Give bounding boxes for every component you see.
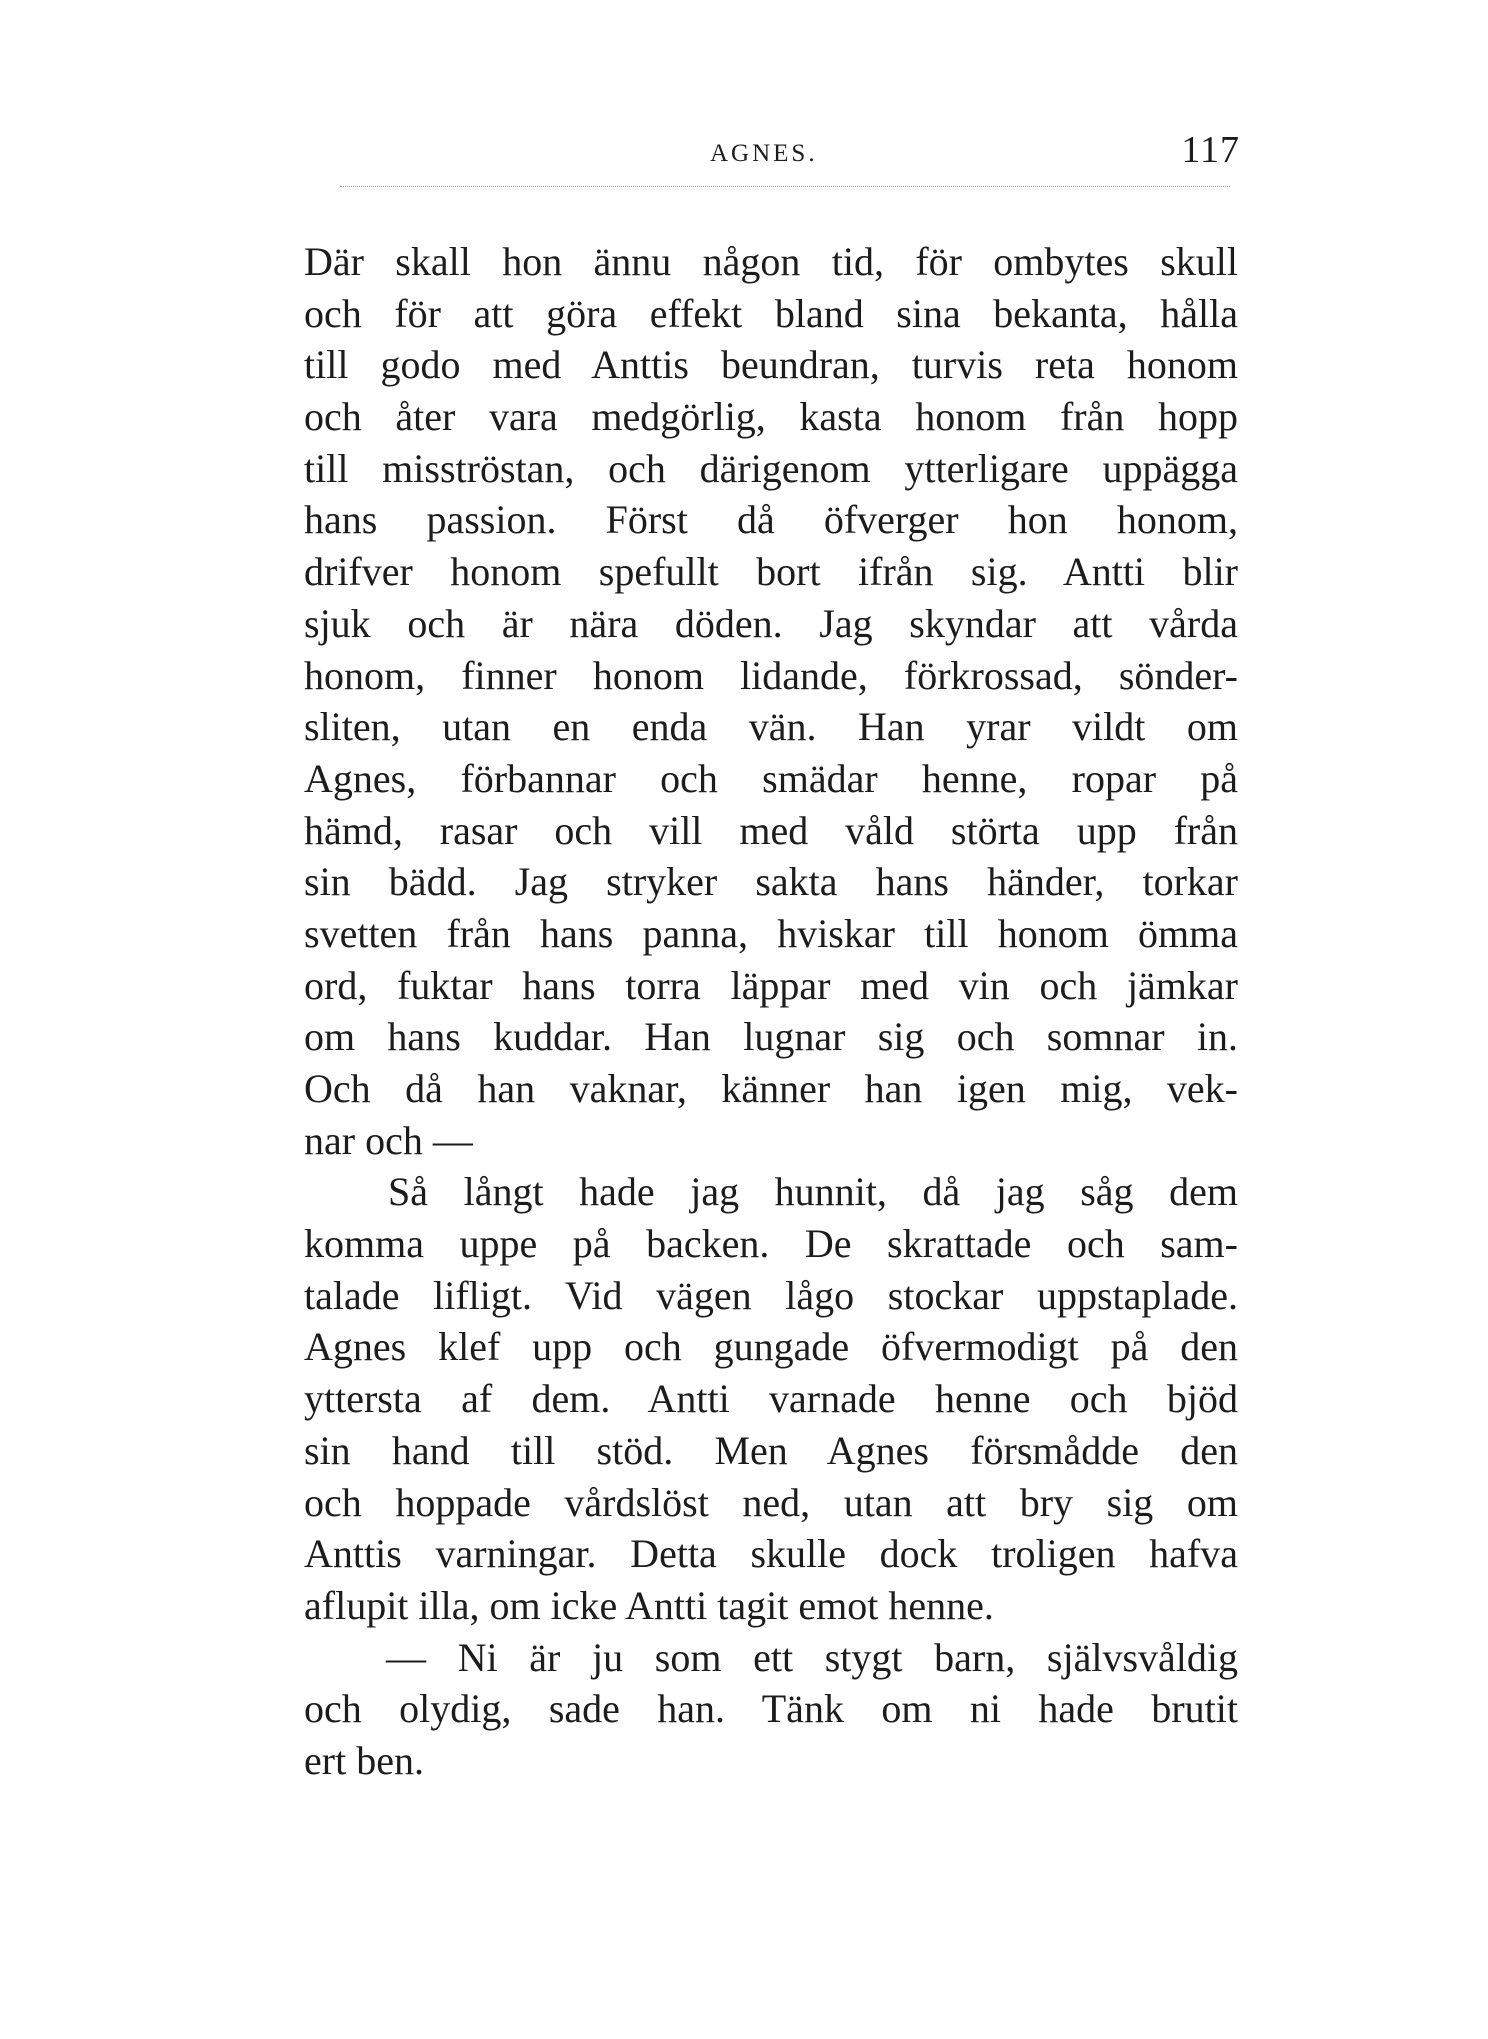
text-line: Agnes, förbannar och smädar henne, ropar på <box>304 755 1238 801</box>
text-line: Och då han vaknar, känner han igen mig, vek- <box>304 1066 1238 1111</box>
page-header <box>300 128 1240 178</box>
text-line: — Ni är ju som ett stygt barn, självsvåldig <box>386 1634 1238 1680</box>
running-title: AGNES. <box>710 140 818 167</box>
text-line: och åter vara medgörlig, kasta honom från hopp <box>304 394 1238 440</box>
text-line: och olydig, sade han. Tänk om ni hade brutit <box>304 1686 1238 1732</box>
text-line: svetten från hans panna, hviskar till honom ömma <box>304 910 1238 956</box>
text-line: Anttis varningar. Detta skulle dock troligen hafva <box>304 1531 1238 1577</box>
text-line: sin bädd. Jag stryker sakta hans händer, torkar <box>304 859 1238 905</box>
text-line: och hoppade vårdslöst ned, utan att bry sig om <box>304 1479 1238 1525</box>
text-line: ord, fuktar hans torra läppar med vin och jämkar <box>304 962 1238 1008</box>
text-line: nar och — <box>304 1117 473 1163</box>
text-line: och för att göra effekt bland sina bekanta, hålla <box>304 290 1238 336</box>
text-line: till godo med Anttis beundran, turvis reta honom <box>304 342 1238 388</box>
text-line: sin hand till stöd. Men Agnes försmådde den <box>304 1427 1238 1473</box>
text-line: Så långt hade jag hunnit, då jag såg dem <box>388 1169 1238 1215</box>
text-line: yttersta af dem. Antti varnade henne och bjöd <box>304 1376 1238 1422</box>
text-line: aflupit illa, om icke Antti tagit emot henne. <box>304 1582 994 1628</box>
text-line: honom, finner honom lidande, förkrossad, sönder- <box>304 652 1238 698</box>
text-line: Där skall hon ännu någon tid, för ombytes skull <box>304 239 1238 284</box>
text-line: om hans kuddar. Han lugnar sig och somnar in. <box>304 1014 1238 1060</box>
header-rule <box>340 186 1230 187</box>
text-line: talade lifligt. Vid vägen lågo stockar uppstaplade. <box>304 1272 1238 1318</box>
page-number: 117 <box>1181 129 1240 171</box>
text-line: till misströstan, och därigenom ytterligare uppägga <box>304 445 1238 491</box>
text-line: komma uppe på backen. De skrattade och sam- <box>304 1221 1238 1267</box>
text-line: hans passion. Först då öfverger hon honom, <box>304 497 1238 543</box>
text-line: sliten, utan en enda vän. Han yrar vildt om <box>304 704 1238 750</box>
text-line: drifver honom spefullt bort ifrån sig. Antti blir <box>304 549 1238 595</box>
text-line: ert ben. <box>304 1737 424 1783</box>
text-line: sjuk och är nära döden. Jag skyndar att vårda <box>304 600 1238 646</box>
text-line: Agnes klef upp och gungade öfvermodigt på den <box>304 1324 1238 1370</box>
text-line: hämd, rasar och vill med våld störta upp från <box>304 807 1238 853</box>
body-text <box>304 236 1238 1787</box>
